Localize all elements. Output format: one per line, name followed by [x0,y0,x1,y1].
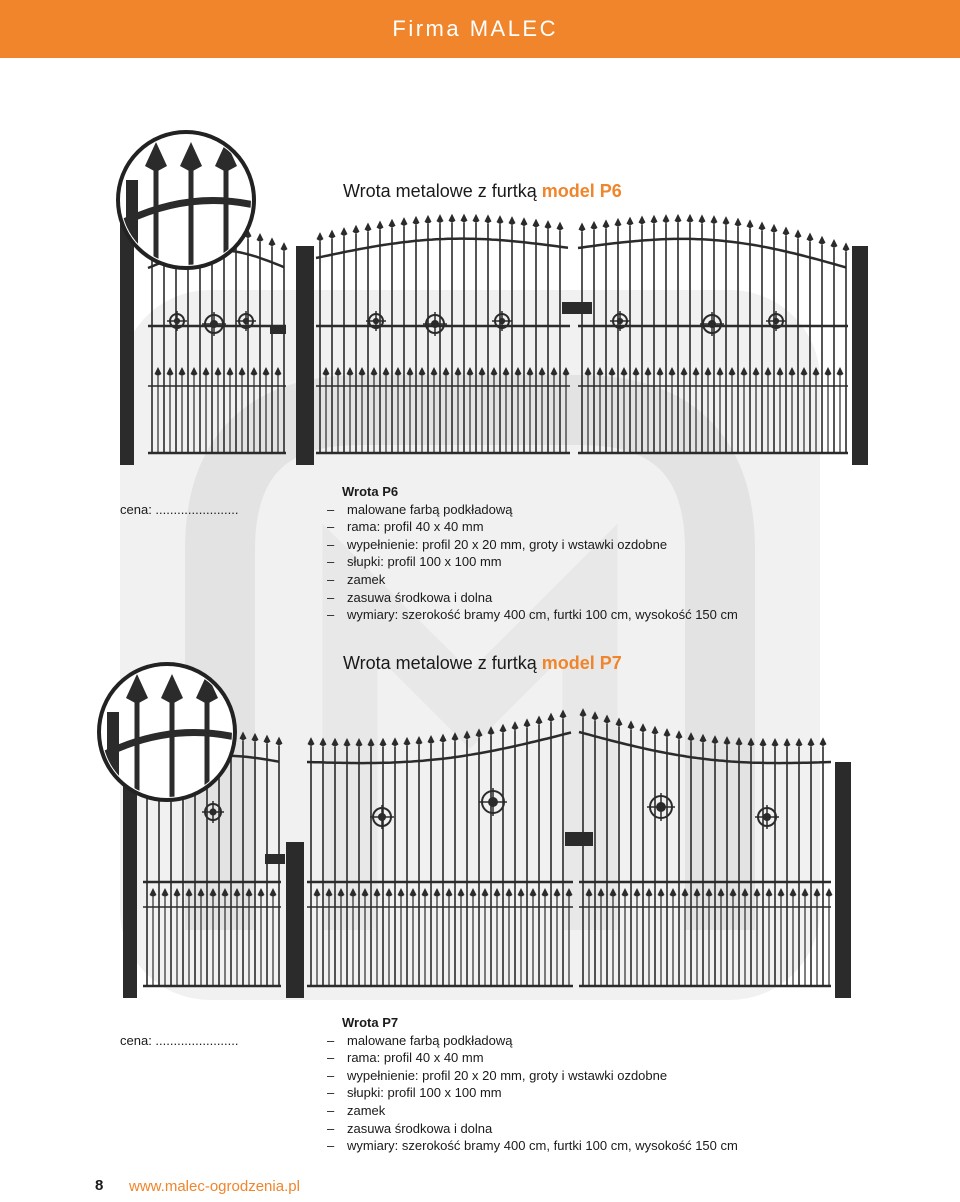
spear-tip [563,367,570,376]
spear-tip [252,733,259,742]
spear-tip [536,716,543,725]
spear-tip [449,214,456,223]
spear-tip [308,737,315,746]
spear-tip [359,367,366,376]
spear-tip [633,367,640,376]
spear-tip [210,888,217,897]
spear-tip [338,888,345,897]
spear-tip [500,724,507,733]
spear-tip [452,732,459,741]
spear-tip [819,236,826,245]
spear-tip [675,214,682,223]
spear-tip [263,367,270,376]
spear-tip [395,367,402,376]
spec-item: – rama: profil 40 x 40 mm [327,519,484,535]
spear-tip [198,888,205,897]
spear-tip [790,888,797,897]
price-p7: cena: ....................... [120,1033,239,1048]
spear-tip [434,888,441,897]
spear-tip [729,367,736,376]
spear-tip [777,367,784,376]
spear-tip [344,738,351,747]
ornament [370,805,394,829]
spear-tip [646,888,653,897]
ornament [700,312,724,336]
spear-tip [730,888,737,897]
brand-title: Firma MALEC [392,16,558,41]
spear-tip [748,738,755,747]
spear-tip [718,888,725,897]
spear-tip [554,888,561,897]
spear-tip [350,888,357,897]
spear-tip [317,232,324,241]
spear-tip [759,221,766,230]
spear-tip [473,214,480,223]
spear-tip [270,888,277,897]
spear-tip [604,714,611,723]
spear-tip [401,217,408,226]
spear-tip [530,888,537,897]
spear-tip [747,219,754,228]
spear-tip [542,888,549,897]
spear-tip [640,723,647,732]
spear-tip [766,888,773,897]
spear-tip [506,888,513,897]
spec-item: – wypełnienie: profil 20 x 20 mm, groty i wstawki ozdobne [327,536,668,552]
spear-tip [796,738,803,747]
spear-tip [813,367,820,376]
spear-tip [699,214,706,223]
spear-tip [663,214,670,223]
spear-tip [413,216,420,225]
spear-tip [314,888,321,897]
spear-tip [365,223,372,232]
arched-rail [316,239,568,258]
spec-item: – rama: profil 40 x 40 mm [327,1050,484,1066]
spear-tip [621,367,628,376]
spear-tip [461,214,468,223]
ornament [202,801,224,823]
spear-tip [386,888,393,897]
spear-tip [735,218,742,227]
spear-tip [246,888,253,897]
ornament [202,312,226,336]
spear-tip [174,888,181,897]
spear-tip [712,735,719,744]
gate-p7-illustration [95,662,870,1000]
latch [565,832,593,846]
spear-tip [518,888,525,897]
ornament [492,311,512,331]
spear-tip [724,736,731,745]
spear-tip [610,888,617,897]
spear-tip [753,367,760,376]
spear-tip [586,888,593,897]
spear-tip [323,367,330,376]
ornament [766,311,786,331]
spec-item: – wymiary: szerokość bramy 400 cm, furtki 100 cm, wysokość 150 cm [327,607,738,623]
spear-tip [700,734,707,743]
arched-rail [579,732,831,763]
spec-title: Wrota P6 [342,484,399,499]
spear-tip [227,367,234,376]
spear-tip [356,738,363,747]
spear-tip [416,736,423,745]
spear-tip [670,888,677,897]
spec-item: – malowane farbą podkładową [327,1032,513,1048]
spear-tip [410,888,417,897]
spear-tip [591,221,598,230]
spear-tip [622,888,629,897]
spear-tip [422,888,429,897]
spear-tip [539,367,546,376]
spear-tip [682,888,689,897]
spear-tip [341,227,348,236]
spear-tip [801,367,808,376]
title-prefix: Wrota metalowe z furtką [343,181,542,201]
website-link[interactable]: www.malec-ogrodzenia.pl [129,1178,300,1195]
spear-tip [167,367,174,376]
spear-tip [464,730,471,739]
spear-tip [503,367,510,376]
spear-tip [326,888,333,897]
spear-tip [741,367,748,376]
spear-tip [203,367,210,376]
spec-p6 [327,483,738,624]
spear-tip [240,732,247,741]
spear-tip [368,738,375,747]
spear-tip [615,218,622,227]
spear-tip [392,737,399,746]
spear-tip [222,888,229,897]
spear-tip [694,888,701,897]
spear-tip [425,215,432,224]
spec-p7 [327,1014,738,1155]
header-bar [0,0,960,58]
spear-tip [814,888,821,897]
ornament [423,312,447,336]
latch [562,302,592,314]
spear-tip [825,367,832,376]
spear-tip [548,713,555,722]
spear-tip [215,367,222,376]
spear-tip [566,888,573,897]
spear-tip [765,367,772,376]
spear-tip [362,888,369,897]
spear-tip [820,737,827,746]
spear-tip [383,367,390,376]
spear-tip [521,217,528,226]
spec-item: – wymiary: szerokość bramy 400 cm, furtki 100 cm, wysokość 150 cm [327,1138,738,1154]
spear-tip [347,367,354,376]
spear-tip [497,215,504,224]
gate-post [296,246,314,465]
spec-item: – zamek [327,1102,386,1118]
spear-tip [512,721,519,730]
spear-tip [431,367,438,376]
spear-tip [580,708,587,717]
spear-tip [485,214,492,223]
spear-tip [191,367,198,376]
model-name: model P6 [541,181,622,201]
spear-tip [335,367,342,376]
spear-tip [419,367,426,376]
spear-tip [585,367,592,376]
title-prefix: Wrota metalowe z furtką [343,653,542,673]
spear-tip [772,738,779,747]
spear-tip [826,888,833,897]
spear-tip [634,888,641,897]
ornament [610,311,630,331]
spear-tip [669,367,676,376]
spear-tip [239,367,246,376]
spear-tip [281,242,288,251]
spear-tip [264,735,271,744]
spear-tip [389,219,396,228]
spear-tip [706,888,713,897]
spear-tip [598,888,605,897]
spear-tip [802,888,809,897]
spear-tip [837,367,844,376]
spear-tip [795,229,802,238]
spear-tip [688,732,695,741]
gate-post [286,842,304,998]
spear-tip [551,367,558,376]
spear-tip [533,219,540,228]
spear-tip [455,367,462,376]
spear-tip [404,737,411,746]
spear-tip [353,225,360,234]
spec-item: – słupki: profil 100 x 100 mm [327,1085,502,1101]
spear-tip [524,718,531,727]
spear-tip [681,367,688,376]
spear-tip [705,367,712,376]
spear-tip [509,216,516,225]
spear-tip [320,737,327,746]
spear-tip [179,367,186,376]
spear-tip [494,888,501,897]
spear-tip [783,227,790,236]
spec-item: – zasuwa środkowa i dolna [327,1120,493,1136]
spear-tip [789,367,796,376]
spear-tip [723,216,730,225]
spear-tip [234,888,241,897]
price-p6: cena: ....................... [120,502,239,517]
spear-tip [329,230,336,239]
spear-tip [257,233,264,242]
spear-tip [377,221,384,230]
spear-tip [754,888,761,897]
spear-tip [843,242,850,251]
spear-tip [470,888,477,897]
spear-tip [771,224,778,233]
spear-tip [467,367,474,376]
ornament [647,793,675,821]
spec-item: – wypełnienie: profil 20 x 20 mm, groty i wstawki ozdobne [327,1067,668,1083]
spear-tip [597,367,604,376]
spear-tip [150,888,157,897]
spear-tip [609,367,616,376]
spec-title: Wrota P7 [342,1015,399,1030]
latch [265,854,285,864]
spec-item: – zasuwa środkowa i dolna [327,589,493,605]
spear-tip [628,720,635,729]
spear-tip [437,214,444,223]
spear-tip [332,738,339,747]
spear-tip [742,888,749,897]
spear-tip [616,718,623,727]
gate-post [852,246,868,465]
spear-tip [560,710,567,719]
page-number: 8 [95,1177,104,1194]
spear-tip [380,738,387,747]
spear-tip [627,217,634,226]
spear-tip [639,216,646,225]
spear-tip [276,737,283,746]
spear-tip [736,737,743,746]
spear-tip [687,214,694,223]
spear-tip [693,367,700,376]
spear-tip [651,215,658,224]
spear-tip [186,888,193,897]
spear-tip [258,888,265,897]
spear-tip [808,738,815,747]
spear-tip [374,888,381,897]
spear-tip [491,367,498,376]
spear-tip [162,888,169,897]
spec-item: – słupki: profil 100 x 100 mm [327,554,502,570]
spear-tip [717,367,724,376]
ornament [366,311,386,331]
gate-post [835,762,851,998]
spear-tip [579,222,586,231]
spear-tip [251,367,258,376]
spear-tip [657,367,664,376]
spear-tip [446,888,453,897]
spear-tip [545,220,552,229]
spear-tip [155,367,162,376]
spear-tip [458,888,465,897]
spec-item: – malowane farbą podkładową [327,501,513,517]
ornament [167,311,187,331]
spear-tip [760,738,767,747]
spear-tip [515,367,522,376]
spear-tip [371,367,378,376]
spear-tip [652,726,659,735]
spear-tip [603,219,610,228]
spear-tip [407,367,414,376]
spear-tip [778,888,785,897]
spear-tip [428,735,435,744]
spear-tip [664,728,671,737]
model-name: model P7 [541,653,622,673]
spear-tip [269,237,276,246]
spear-tip [488,726,495,735]
latch [270,326,286,334]
spear-tip [479,367,486,376]
spear-tip [592,711,599,720]
ornament [236,311,256,331]
spear-tip [476,728,483,737]
spear-tip [275,367,282,376]
spear-tip [807,232,814,241]
spear-tip [676,730,683,739]
spear-tip [527,367,534,376]
gate-p6-illustration [100,128,870,468]
spear-tip [645,367,652,376]
spear-tip [831,239,838,248]
spear-tip [482,888,489,897]
spec-item: – zamek [327,571,386,587]
spear-tip [658,888,665,897]
spear-tip [398,888,405,897]
spear-tip [784,738,791,747]
spear-tip [711,215,718,224]
spear-tip [440,734,447,743]
spear-tip [557,222,564,231]
spear-tip [443,367,450,376]
